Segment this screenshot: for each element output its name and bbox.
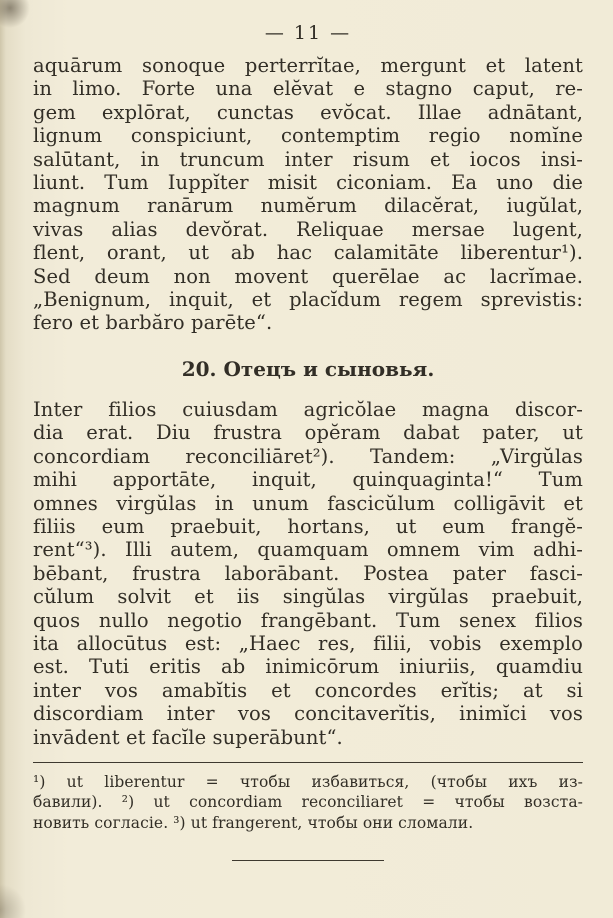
text-line: rent“³). Illi autem, quamquam omnem vim adhi- bbox=[33, 538, 583, 562]
text-line: concordiam reconciliāret²). Tandem: „Virgŭlas bbox=[33, 444, 583, 468]
text-line: lignum conspiciunt, contemptim regio nomĭne bbox=[33, 124, 583, 148]
paragraph-latin-2 bbox=[33, 398, 583, 749]
text-line: filiis eum praebuit, hortans, ut eum frangĕ- bbox=[33, 514, 583, 538]
text-line: fero et barbăro parēte“. bbox=[33, 311, 273, 335]
text-line: „Benignum, inquit, et placĭdum regem sprevistis: bbox=[33, 288, 583, 312]
text-line: cŭlum solvit et iis singŭlas virgŭlas praebuit, bbox=[33, 585, 583, 609]
section-heading: 20. Отецъ и сыновья. bbox=[181, 356, 435, 381]
text-line: liunt. Tum Iuppĭter misit ciconiam. Ea uno die bbox=[33, 171, 583, 195]
text-line: Sed deum non movent querēlae ac lacrĭmae. bbox=[33, 264, 583, 288]
text-line: mihi apportāte, inquit, quinquaginta!“ Tum bbox=[33, 468, 583, 492]
text-line: бавили). ²) ut concordiam reconciliaret = чтобы возста- bbox=[33, 793, 583, 812]
text-line: omnes virgŭlas in unum fascicŭlum colligāvit et bbox=[33, 491, 583, 515]
text-line: magnum ranārum numĕrum dilacĕrat, iugŭlat, bbox=[33, 194, 583, 218]
text-line: inter vos amabĭtis et concordes erĭtis; at si bbox=[33, 678, 583, 702]
paragraph-latin-1 bbox=[33, 54, 583, 335]
text-line: flent, orant, ut ab hac calamitāte liberentur¹). bbox=[33, 241, 583, 265]
text-line: discordiam inter vos concitaverĭtis, inimĭci vos bbox=[33, 702, 583, 726]
text-line: in limo. Forte una elĕvat e stagno caput, re- bbox=[33, 77, 583, 101]
text-line: aquārum sonoque perterrĭtae, mergunt et latent bbox=[33, 54, 583, 77]
text-line: bēbant, frustra laborābant. Postea pater fasci- bbox=[33, 561, 583, 585]
text-line: invādent et facĭle superābunt“. bbox=[33, 725, 343, 749]
text-line: ita allocūtus est: „Haec res, filii, vobis exemplo bbox=[33, 631, 583, 655]
footnotes bbox=[33, 772, 583, 834]
end-of-section-rule bbox=[232, 860, 384, 861]
text-line: quos nullo negotio frangēbant. Tum senex filios bbox=[33, 608, 583, 632]
footnote-separator-rule bbox=[33, 762, 583, 763]
text-line: salūtant, in truncum inter risum et iocos insi- bbox=[33, 147, 583, 171]
text-line: est. Tuti eritis ab inimicōrum iniuriis, quamdiu bbox=[33, 655, 583, 679]
text-line: Inter filios cuiusdam agricŏlae magna discor- bbox=[33, 397, 583, 421]
text-line: новить согласіе. ³) ut frangerent, чтобы они сломали. bbox=[33, 813, 474, 832]
page-number: — 11 — bbox=[264, 22, 352, 44]
text-line: gem explōrat, cunctas evŏcat. Illae adnātant, bbox=[33, 100, 583, 124]
text-line: vivas alias devŏrat. Reliquae mersae lugent, bbox=[33, 217, 583, 241]
text-line: dia erat. Diu frustra opĕram dabat pater, ut bbox=[33, 421, 583, 445]
text-line: ¹) ut liberentur = чтобы избавиться, (чтобы ихъ из- bbox=[33, 772, 583, 791]
